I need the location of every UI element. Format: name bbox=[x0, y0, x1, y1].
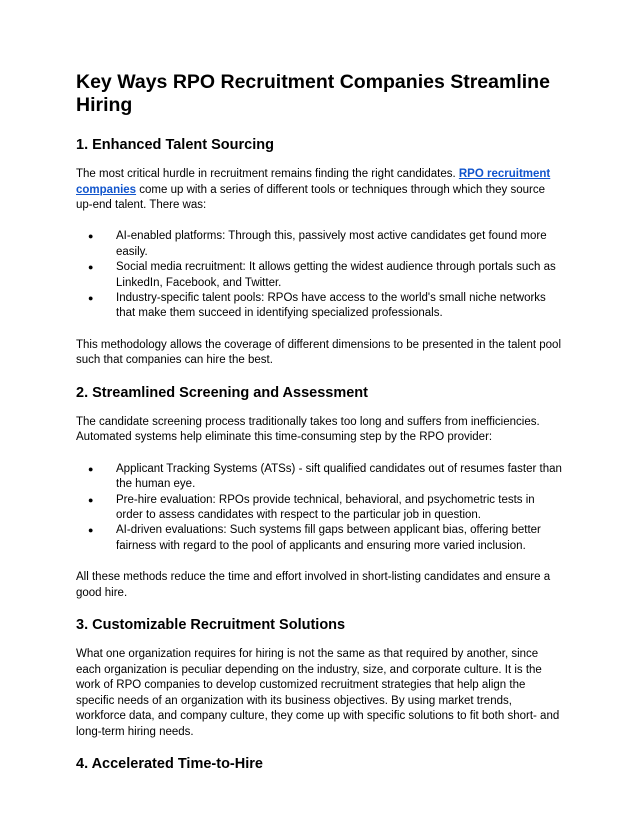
list-item bbox=[88, 260, 562, 291]
list-item-text: AI-driven evaluations: Such systems fill gaps between applicant bias, offering better fairness with regard to the pool of applicants and ensuring more varied inclusion. bbox=[116, 524, 541, 552]
section-heading: 1. Enhanced Talent Sourcing bbox=[76, 136, 274, 153]
list-item-text: Social media recruitment: It allows getting the widest audience through portals such as LinkedIn, Facebook, and Twitter. bbox=[116, 261, 556, 289]
bullet-list bbox=[76, 229, 562, 321]
section-body: What one organization requires for hiring is not the same as that required by another, since each organization is peculiar depending on the industry, size, and corporate culture. It is the work of RPO companies to develop customized recruitment strategies that help align the specific needs of an organization with its business objectives. By using market trends, workforce data, and company culture, they come up with specific solutions to fit both short- and long-term hiring needs. bbox=[76, 648, 560, 738]
document-title: Key Ways RPO Recruitment Companies Streamline Hiring bbox=[76, 71, 550, 117]
bullet-icon: ● bbox=[88, 262, 94, 273]
section-heading: 3. Customizable Recruitment Solutions bbox=[76, 617, 346, 634]
section-heading: 2. Streamlined Screening and Assessment bbox=[76, 384, 368, 401]
section-outro: This methodology allows the coverage of different dimensions to be presented in the talent pool such that companies can hire the best. bbox=[76, 338, 562, 367]
bullet-icon: ● bbox=[88, 231, 94, 242]
intro-text: come up with a series of different tools or techniques through which they source up-end talent. There was: bbox=[76, 183, 545, 211]
rpo-recruitment-companies-link[interactable]: RPO recruitment companies bbox=[76, 168, 551, 196]
section-enhanced-talent-sourcing bbox=[76, 137, 562, 369]
bullet-icon: ● bbox=[88, 463, 94, 474]
list-item bbox=[88, 493, 562, 524]
section-customizable-solutions bbox=[76, 617, 562, 740]
bullet-icon: ● bbox=[88, 494, 94, 505]
section-outro: All these methods reduce the time and effort involved in short-listing candidates and ensure a good hire. bbox=[76, 571, 551, 599]
bullet-list bbox=[76, 462, 562, 554]
section-heading: 4. Accelerated Time-to-Hire bbox=[76, 755, 263, 772]
list-item-text: Applicant Tracking Systems (ATSs) - sift qualified candidates out of resumes faster than the human eye. bbox=[116, 462, 562, 491]
section-intro: The candidate screening process traditionally takes too long and suffers from inefficiencies. Automated systems help eliminate this time-consuming step by the RPO provider: bbox=[76, 416, 540, 444]
section-accelerated-time-to-hire bbox=[76, 756, 562, 773]
list-item bbox=[88, 229, 562, 260]
bullet-icon: ● bbox=[88, 525, 94, 536]
list-item bbox=[88, 291, 562, 322]
list-item bbox=[88, 462, 562, 493]
list-item-text: AI-enabled platforms: Through this, passively most active candidates get found more easily. bbox=[116, 230, 547, 258]
list-item bbox=[88, 523, 562, 554]
list-item-text: Pre-hire evaluation: RPOs provide technical, behavioral, and psychometric tests in order to assess candidates with respect to the particular job in question. bbox=[116, 493, 535, 522]
section-streamlined-screening bbox=[76, 385, 562, 601]
bullet-icon: ● bbox=[88, 293, 94, 304]
list-item-text: Industry-specific talent pools: RPOs have access to the world's small niche networks that make them succeed in identifying specialized professionals. bbox=[116, 292, 546, 320]
section-intro bbox=[76, 167, 562, 213]
intro-text: The most critical hurdle in recruitment remains finding the right candidates. bbox=[76, 168, 459, 181]
